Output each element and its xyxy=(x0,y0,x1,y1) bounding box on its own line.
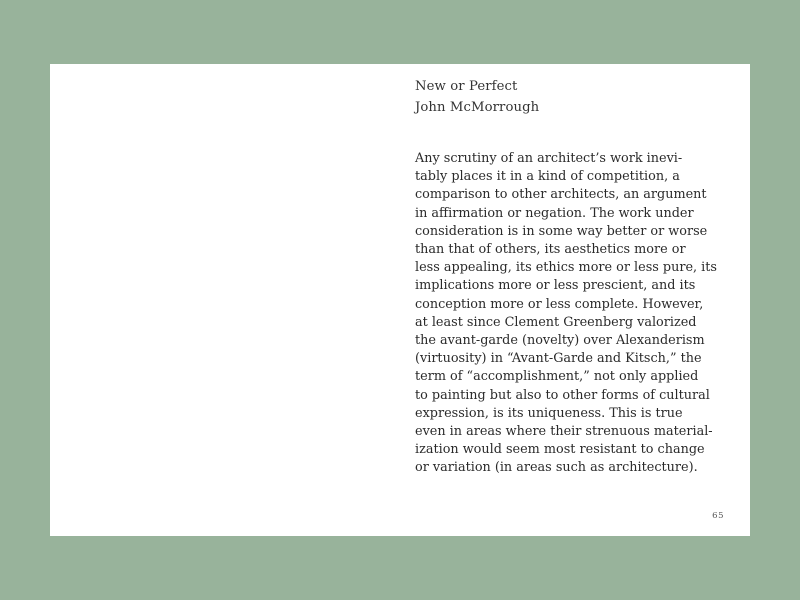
body-line: Any scrutiny of an architect’s work inevi- xyxy=(415,151,683,166)
article-author: John McMorrough xyxy=(415,100,540,115)
body-line: expression, is its uniqueness. This is true xyxy=(415,405,683,421)
body-line: comparison to other architects, an argument xyxy=(415,187,707,203)
body-line: tably places it in a kind of competition, a xyxy=(415,169,680,185)
article-title: New or Perfect xyxy=(415,79,518,94)
left-page-blank xyxy=(50,64,400,536)
body-paragraph xyxy=(415,150,735,478)
book-spread xyxy=(50,64,750,536)
body-line: to painting but also to other forms of cultural xyxy=(415,387,710,403)
page-number: 65 xyxy=(712,511,724,521)
body-line: conception more or less complete. However, xyxy=(415,296,704,312)
body-line: consideration is in some way better or worse xyxy=(415,223,708,239)
article-heading xyxy=(415,76,539,118)
body-line: less appealing, its ethics more or less pure, its xyxy=(415,260,717,276)
body-line: term of “accomplishment,” not only applied xyxy=(415,369,699,385)
right-page xyxy=(400,64,750,536)
body-line: in affirmation or negation. The work under xyxy=(415,205,694,221)
body-line: implications more or less prescient, and its xyxy=(415,278,696,294)
body-line: than that of others, its aesthetics more or xyxy=(415,242,686,258)
body-line: (virtuosity) in “Avant-Garde and Kitsch,” the xyxy=(415,351,702,367)
body-line: the avant-garde (novelty) over Alexanderism xyxy=(415,333,705,349)
body-line: ization would seem most resistant to change xyxy=(415,442,705,458)
body-line: even in areas where their strenuous material- xyxy=(415,424,713,440)
body-line: at least since Clement Greenberg valorized xyxy=(415,314,697,330)
body-line: or variation (in areas such as architecture). xyxy=(415,460,698,476)
